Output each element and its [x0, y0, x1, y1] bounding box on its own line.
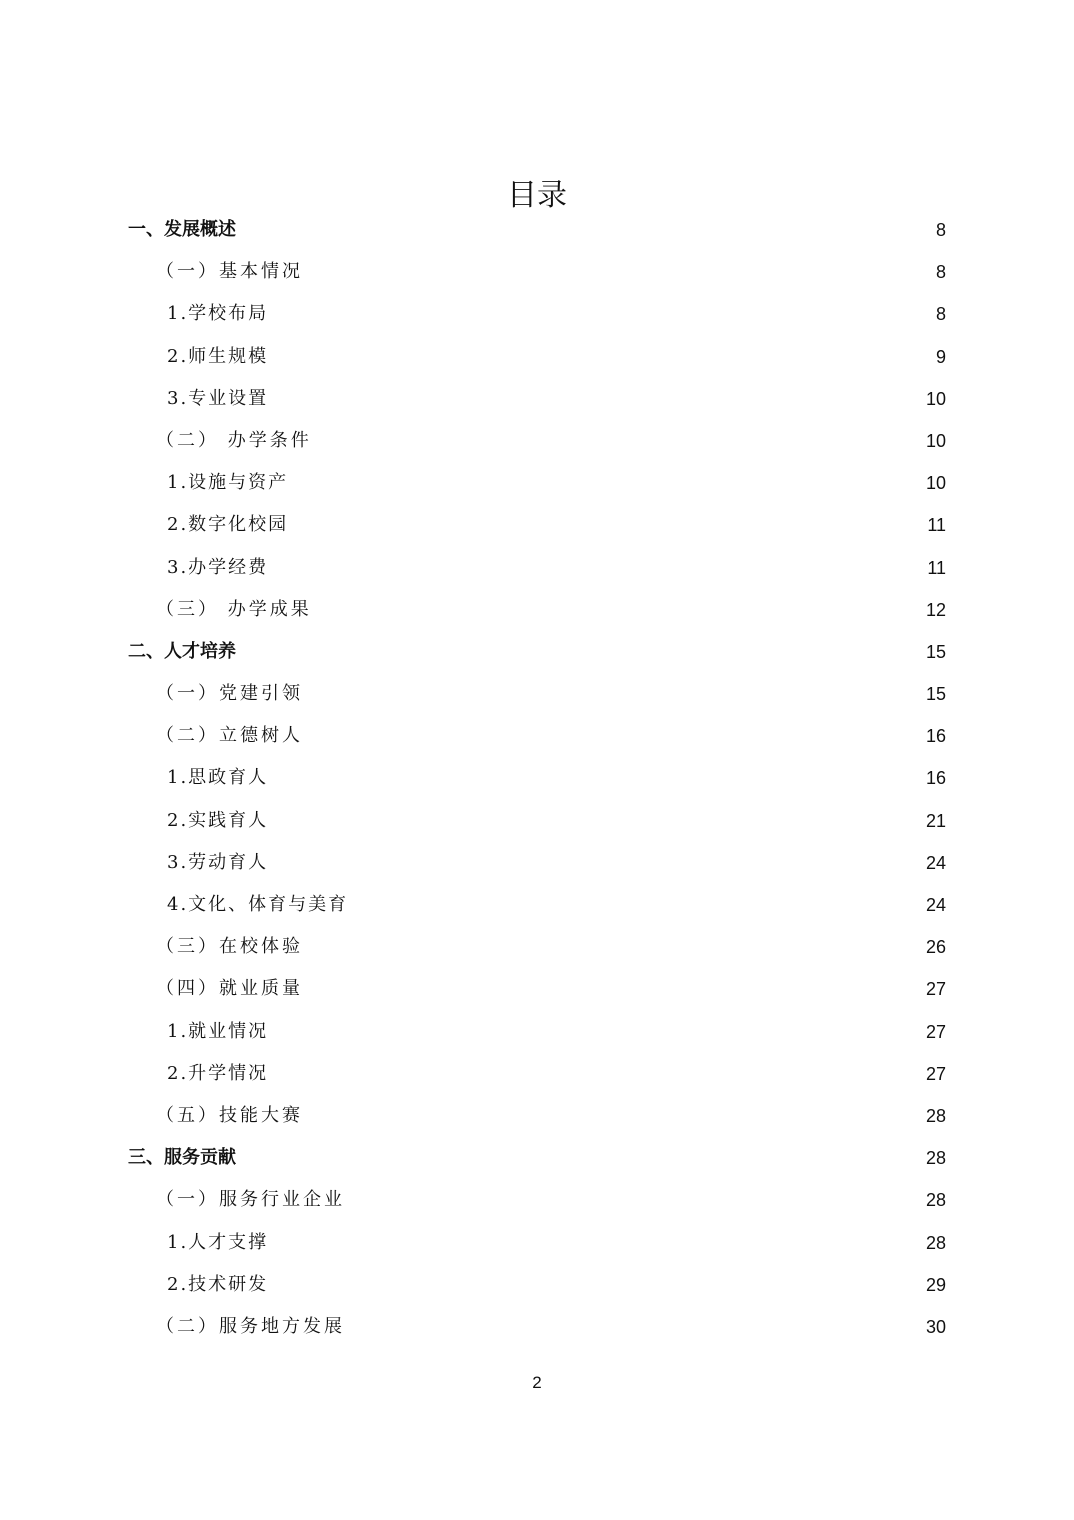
toc-entry-page: 27: [925, 979, 946, 1000]
toc-entry[interactable]: [0, 968, 1074, 1010]
toc-entry-page: 8: [935, 304, 946, 325]
toc-entry-page: 15: [925, 641, 946, 662]
toc-entry[interactable]: [0, 547, 1074, 589]
toc-entry-page: 30: [925, 1316, 946, 1337]
toc-entry[interactable]: [0, 251, 1074, 293]
toc-entry-label: 2.技术研发: [167, 1273, 269, 1295]
toc-entry-page: 15: [925, 684, 946, 705]
toc-entry-page: 28: [925, 1232, 946, 1253]
toc-entry[interactable]: [0, 336, 1074, 378]
toc-entry[interactable]: [0, 1053, 1074, 1095]
toc-entry-label: （一）基本情况: [156, 261, 303, 283]
toc-entry[interactable]: [0, 1011, 1074, 1053]
toc-entry-page: 27: [925, 1021, 946, 1042]
toc-entry-page: 8: [935, 220, 946, 240]
toc-entry-label: （三）在校体验: [156, 936, 303, 958]
toc-entry-page: 8: [935, 262, 946, 283]
toc-entry[interactable]: [0, 631, 1074, 673]
toc-entry-page: 10: [925, 388, 946, 409]
toc-entry-page: 11: [927, 515, 946, 536]
toc-entry[interactable]: [0, 1222, 1074, 1264]
toc-title: 目录: [507, 178, 567, 213]
toc-entry-label: 2.数字化校园: [167, 514, 289, 536]
toc-entry-label: 1.设施与资产: [167, 472, 289, 494]
toc-entry-label: （二） 办学条件: [156, 429, 312, 451]
toc-entry-label: （五）技能大赛: [156, 1104, 303, 1126]
toc-entry-page: 29: [925, 1274, 946, 1295]
toc-entry-page: 27: [925, 1063, 946, 1084]
toc-entry-label: 3.办学经费: [167, 556, 269, 578]
toc-entry-page: 24: [925, 852, 946, 873]
toc-entry[interactable]: [0, 842, 1074, 884]
toc-entry[interactable]: [0, 462, 1074, 504]
toc-entry[interactable]: [0, 589, 1074, 631]
toc-entry-label: 一、发展概述: [128, 219, 236, 240]
toc-entry-page: 10: [925, 473, 946, 494]
toc-entry-page: 24: [925, 895, 946, 915]
toc-entry-label: 2.升学情况: [167, 1062, 269, 1084]
toc-entry-page: 12: [925, 599, 946, 620]
table-of-contents: [0, 209, 1074, 1348]
toc-entry-label: 1.学校布局: [167, 303, 269, 325]
toc-entry-label: 二、人才培养: [128, 640, 236, 662]
toc-entry[interactable]: [0, 293, 1074, 335]
toc-entry-label: 三、服务贡献: [128, 1147, 236, 1169]
toc-entry-label: 1.就业情况: [167, 1020, 269, 1042]
toc-entry[interactable]: [0, 504, 1074, 546]
toc-entry-label: （二）立德树人: [156, 725, 303, 747]
toc-entry-page: 16: [925, 768, 946, 789]
toc-entry[interactable]: [0, 800, 1074, 842]
toc-entry[interactable]: [0, 378, 1074, 420]
toc-entry-page: 9: [935, 346, 946, 367]
toc-entry[interactable]: [0, 715, 1074, 757]
toc-entry[interactable]: [0, 757, 1074, 799]
toc-entry-label: （一）党建引领: [156, 683, 303, 705]
toc-entry-label: 3.劳动育人: [167, 851, 269, 873]
toc-entry-label: 1.思政育人: [167, 767, 269, 789]
toc-entry-label: （四）就业质量: [156, 978, 303, 1000]
toc-entry-page: 28: [925, 1105, 946, 1126]
toc-entry-label: 1.人才支撑: [167, 1231, 269, 1253]
toc-entry-page: 26: [925, 937, 946, 958]
toc-entry-label: （一）服务行业企业: [156, 1189, 345, 1211]
toc-entry[interactable]: [0, 1095, 1074, 1137]
toc-entry[interactable]: [0, 420, 1074, 462]
toc-entry[interactable]: [0, 1306, 1074, 1348]
toc-entry[interactable]: [0, 884, 1074, 926]
toc-entry-label: 4.文化、体育与美育: [167, 894, 349, 915]
toc-entry[interactable]: [0, 673, 1074, 715]
toc-entry[interactable]: [0, 1179, 1074, 1221]
toc-entry-label: 2.师生规模: [167, 345, 269, 367]
page-number: 2: [532, 1373, 542, 1392]
toc-entry-page: 16: [925, 726, 946, 747]
toc-entry-page: 11: [927, 557, 946, 578]
toc-entry-label: （三） 办学成果: [156, 598, 312, 620]
toc-entry-page: 28: [925, 1190, 946, 1211]
toc-entry-page: 10: [925, 430, 946, 451]
toc-entry-page: 21: [925, 810, 946, 831]
toc-entry[interactable]: [0, 209, 1074, 251]
toc-entry[interactable]: [0, 1264, 1074, 1306]
toc-entry-page: 28: [925, 1148, 946, 1169]
toc-entry[interactable]: [0, 1137, 1074, 1179]
toc-entry[interactable]: [0, 926, 1074, 968]
toc-entry-label: 2.实践育人: [167, 809, 269, 831]
toc-entry-label: （二）服务地方发展: [156, 1315, 345, 1337]
toc-entry-label: 3.专业设置: [167, 387, 269, 409]
